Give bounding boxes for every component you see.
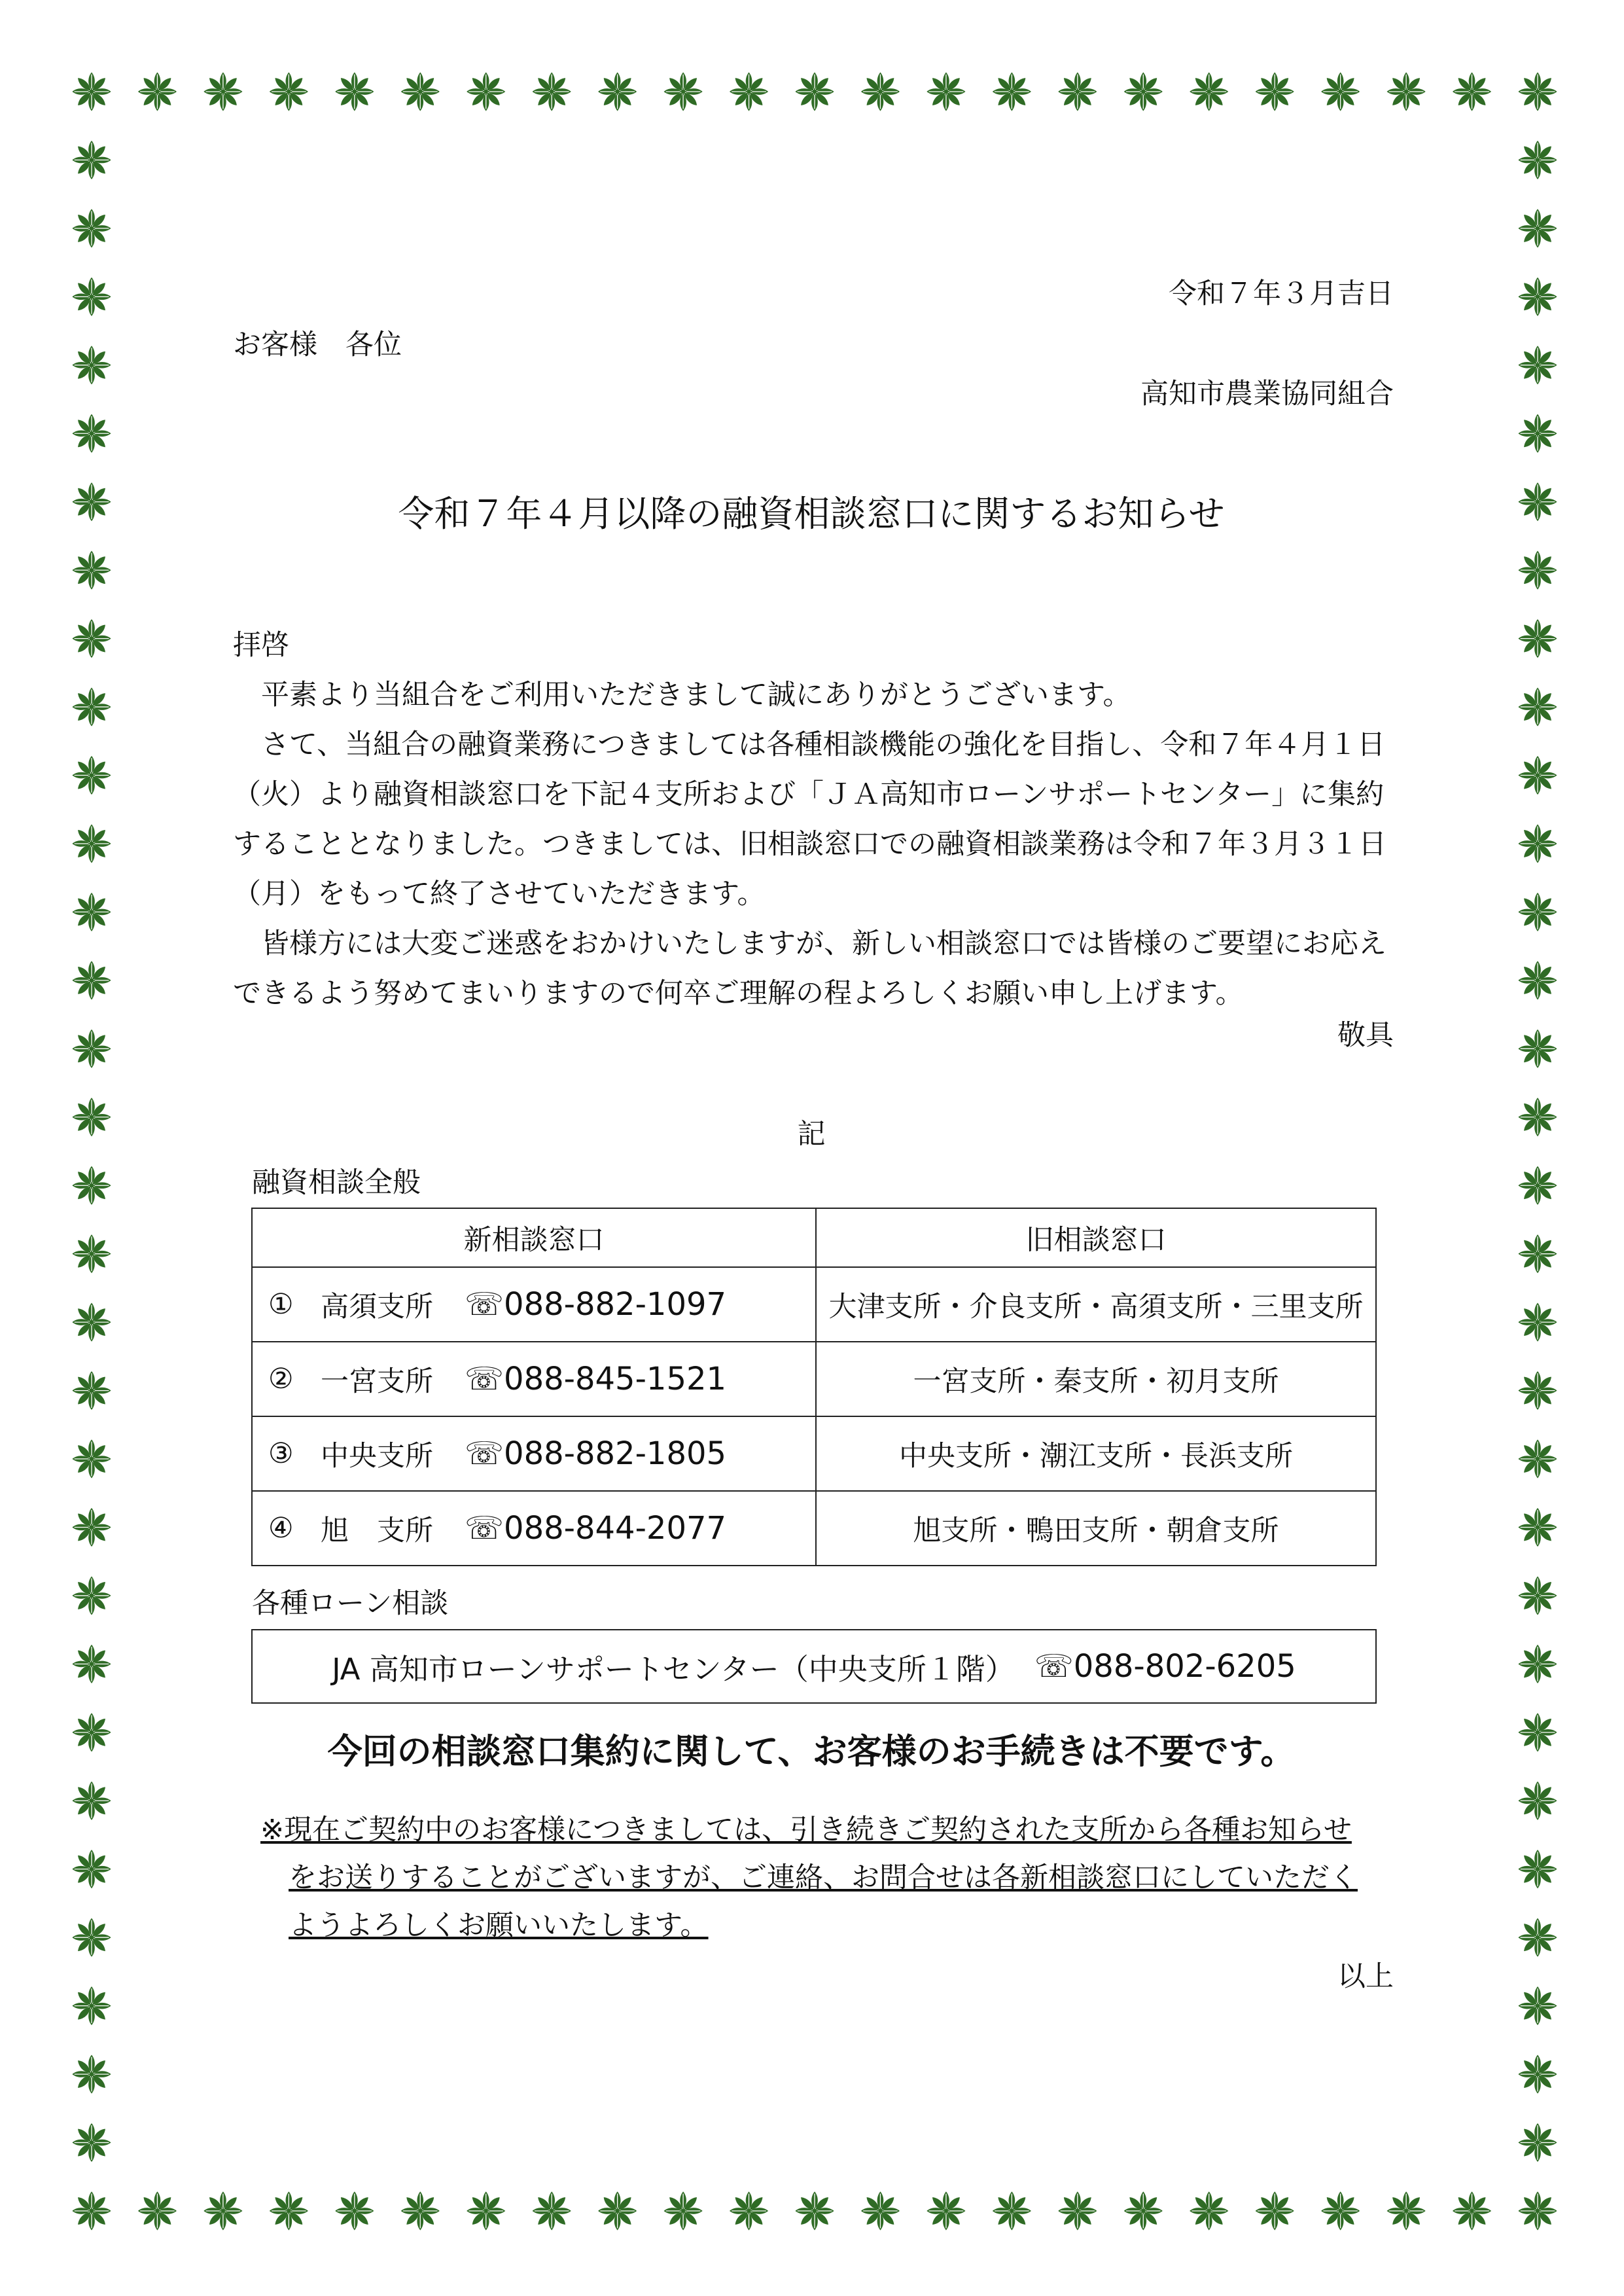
table-header-row xyxy=(252,1208,1376,1267)
leaf-cluster-icon xyxy=(1518,893,1557,931)
ki-heading: 記 xyxy=(797,1118,826,1151)
leaf-cluster-icon xyxy=(72,72,111,111)
branch-name: 高須支所 xyxy=(321,1290,433,1323)
leaf-cluster-icon xyxy=(1518,1303,1557,1342)
leaf-cluster-icon xyxy=(1518,72,1557,111)
leaf-cluster-icon xyxy=(72,551,111,590)
old-offices-cell: 一宮支所・秦支所・初月支所 xyxy=(816,1342,1376,1416)
leaf-cluster-icon xyxy=(1518,824,1557,863)
leaf-cluster-icon xyxy=(663,72,702,111)
leaf-cluster-icon xyxy=(1518,1234,1557,1273)
leaf-cluster-icon xyxy=(1518,414,1557,453)
leaf-cluster-icon xyxy=(1124,72,1163,111)
leaf-cluster-icon xyxy=(1518,756,1557,795)
leaf-cluster-icon xyxy=(1518,1098,1557,1136)
leaf-cluster-icon xyxy=(1518,1576,1557,1615)
recipient-line: お客様 各位 xyxy=(233,329,402,361)
table-row xyxy=(252,1491,1376,1566)
leaf-cluster-icon xyxy=(927,2191,965,2230)
note-line: ※現在ご契約中のお客様につきましては、引き続きご契約された支所から各種お知らせ xyxy=(260,1814,1352,1846)
old-offices-cell: 大津支所・介良支所・高須支所・三里支所 xyxy=(816,1267,1376,1342)
leaf-cluster-icon xyxy=(598,2191,637,2230)
new-office-cell xyxy=(252,1342,816,1416)
leaf-cluster-icon xyxy=(270,2191,308,2230)
loan-consultation-heading: 各種ローン相談 xyxy=(252,1587,449,1620)
loan-support-center-box xyxy=(251,1629,1377,1704)
sender-organization: 高知市農業協同組合 xyxy=(1140,378,1394,410)
leaf-cluster-icon xyxy=(1518,1030,1557,1068)
leaf-cluster-icon xyxy=(72,756,111,795)
leaf-cluster-icon xyxy=(72,1371,111,1410)
leaf-cluster-icon xyxy=(72,824,111,863)
leaf-cluster-icon xyxy=(1518,1850,1557,1888)
leaf-cluster-icon xyxy=(663,2191,702,2230)
leaf-cluster-icon xyxy=(1124,2191,1163,2230)
leaf-cluster-icon xyxy=(72,1098,111,1136)
leaf-cluster-icon xyxy=(72,414,111,453)
leaf-cluster-icon xyxy=(927,72,965,111)
leaf-cluster-icon xyxy=(138,72,177,111)
leaf-cluster-icon xyxy=(72,2123,111,2162)
document-date: 令和７年３月吉日 xyxy=(1169,278,1394,310)
leaf-cluster-icon xyxy=(1518,619,1557,658)
letter-paragraph: 皆様方には大変ご迷惑をおかけいたしますが、新しい相談窓口では皆様のご要望にお応えできるよう努めてまいりますので何卒ご理解の程よろしくお願い申し上げます。 xyxy=(233,927,1386,1010)
leaf-cluster-icon xyxy=(72,141,111,179)
leaf-cluster-icon xyxy=(72,1645,111,1683)
leaf-cluster-icon xyxy=(861,72,900,111)
row-number: ② xyxy=(268,1363,294,1395)
branch-name: 一宮支所 xyxy=(321,1365,433,1398)
leaf-cluster-icon xyxy=(72,1986,111,2025)
new-office-cell xyxy=(252,1416,816,1491)
leaf-cluster-icon xyxy=(1518,1371,1557,1410)
letter-paragraph: 平素より当組合をご利用いただきまして誠にありがとうございます。 xyxy=(261,679,1131,711)
phone-number: ☏088-845-1521 xyxy=(465,1361,727,1397)
leaf-cluster-icon xyxy=(72,893,111,931)
column-header-old: 旧相談窓口 xyxy=(816,1208,1376,1267)
greeting-closing: 敬具 xyxy=(1337,1019,1394,1052)
leaf-cluster-icon xyxy=(72,1576,111,1615)
leaf-cluster-icon xyxy=(1518,1918,1557,1957)
phone-number: ☏088-882-1805 xyxy=(465,1435,727,1472)
leaf-cluster-icon xyxy=(72,1439,111,1478)
leaf-cluster-icon xyxy=(993,2191,1031,2230)
leaf-cluster-icon xyxy=(533,2191,571,2230)
row-number: ④ xyxy=(268,1512,294,1545)
leaf-cluster-icon xyxy=(1386,72,1425,111)
no-procedure-notice: 今回の相談窓口集約に関して、お客様のお手続きは不要です。 xyxy=(327,1732,1296,1772)
leaf-cluster-icon xyxy=(72,1850,111,1888)
branch-name: 旭 支所 xyxy=(321,1514,433,1547)
leaf-cluster-icon xyxy=(72,2191,111,2230)
phone-number: ☏088-844-2077 xyxy=(465,1510,727,1547)
leaf-cluster-icon xyxy=(72,1303,111,1342)
leaf-cluster-icon xyxy=(1518,141,1557,179)
closing-ijou: 以上 xyxy=(1337,1960,1394,1993)
leaf-cluster-icon xyxy=(72,346,111,384)
loan-phone-number: ☏088-802-6205 xyxy=(1034,1648,1296,1685)
leaf-cluster-icon xyxy=(993,72,1031,111)
contract-customer-note xyxy=(260,1806,1412,1950)
leaf-cluster-icon xyxy=(203,72,242,111)
leaf-cluster-icon xyxy=(1058,2191,1097,2230)
leaf-cluster-icon xyxy=(401,72,440,111)
leaf-cluster-icon xyxy=(335,72,374,111)
leaf-cluster-icon xyxy=(1518,2191,1557,2230)
leaf-cluster-icon xyxy=(72,278,111,316)
leaf-cluster-icon xyxy=(1518,961,1557,999)
note-line: をお送りすることがございますが、ご連絡、お問合せは各新相談窓口にしていただく xyxy=(289,1861,1358,1894)
leaf-cluster-icon xyxy=(72,2054,111,2093)
leaf-cluster-icon xyxy=(72,482,111,521)
letter-paragraph: さて、当組合の融資業務につきましては各種相談機能の強化を目指し、令和７年４月１日（火）より融資相談窓口を下記４支所および「ＪＡ高知市ローンサポートセンター」に集約することとなりました。つきましては、旧相談窓口での融資相談業務は令和７年３月３１日（月）をもって終了させていただきます。 xyxy=(233,728,1386,910)
leaf-cluster-icon xyxy=(730,72,768,111)
leaf-cluster-icon xyxy=(1321,2191,1360,2230)
notice-title: 令和７年４月以降の融資相談窓口に関するお知らせ xyxy=(398,493,1225,535)
leaf-cluster-icon xyxy=(1518,2054,1557,2093)
phone-number: ☏088-882-1097 xyxy=(465,1286,727,1323)
leaf-cluster-icon xyxy=(72,1030,111,1068)
leaf-cluster-icon xyxy=(467,2191,505,2230)
loan-support-center-name: JA 高知市ローンサポートセンター（中央支所１階） xyxy=(332,1651,1015,1687)
leaf-cluster-icon xyxy=(72,1782,111,1820)
leaf-cluster-icon xyxy=(72,1508,111,1547)
new-office-cell xyxy=(252,1491,816,1566)
table-row xyxy=(252,1267,1376,1342)
leaf-cluster-icon xyxy=(1518,1508,1557,1547)
leaf-cluster-icon xyxy=(1453,72,1491,111)
leaf-cluster-icon xyxy=(270,72,308,111)
letter-body xyxy=(233,620,1398,1018)
leaf-cluster-icon xyxy=(861,2191,900,2230)
leaf-cluster-icon xyxy=(401,2191,440,2230)
leaf-cluster-icon xyxy=(1453,2191,1491,2230)
leaf-cluster-icon xyxy=(795,2191,834,2230)
leaf-cluster-icon xyxy=(72,1918,111,1957)
leaf-cluster-icon xyxy=(1256,72,1294,111)
leaf-cluster-icon xyxy=(1190,72,1228,111)
leaf-cluster-icon xyxy=(72,619,111,658)
consultation-table xyxy=(251,1208,1377,1566)
leaf-cluster-icon xyxy=(1518,551,1557,590)
leaf-cluster-icon xyxy=(72,961,111,999)
old-offices-cell: 旭支所・鴨田支所・朝倉支所 xyxy=(816,1491,1376,1566)
leaf-cluster-icon xyxy=(1518,482,1557,521)
leaf-cluster-icon xyxy=(335,2191,374,2230)
leaf-cluster-icon xyxy=(467,72,505,111)
leaf-cluster-icon xyxy=(1256,2191,1294,2230)
leaf-cluster-icon xyxy=(1518,346,1557,384)
leaf-cluster-icon xyxy=(72,1713,111,1751)
leaf-cluster-icon xyxy=(1518,1166,1557,1205)
leaf-cluster-icon xyxy=(203,2191,242,2230)
row-number: ③ xyxy=(268,1437,294,1470)
leaf-cluster-icon xyxy=(1518,1713,1557,1751)
leaf-cluster-icon xyxy=(1518,1782,1557,1820)
leaf-cluster-icon xyxy=(1321,72,1360,111)
leaf-cluster-icon xyxy=(72,1166,111,1205)
leaf-cluster-icon xyxy=(1190,2191,1228,2230)
leaf-cluster-icon xyxy=(72,209,111,247)
leaf-cluster-icon xyxy=(1518,2123,1557,2162)
greeting-opening: 拝啓 xyxy=(233,629,289,662)
leaf-cluster-icon xyxy=(1518,1986,1557,2025)
general-consultation-heading: 融資相談全般 xyxy=(252,1166,421,1199)
leaf-cluster-icon xyxy=(795,72,834,111)
leaf-cluster-icon xyxy=(1058,72,1097,111)
leaf-cluster-icon xyxy=(1518,1645,1557,1683)
leaf-cluster-icon xyxy=(533,72,571,111)
leaf-cluster-icon xyxy=(730,2191,768,2230)
new-office-cell xyxy=(252,1267,816,1342)
leaf-cluster-icon xyxy=(72,687,111,726)
old-offices-cell: 中央支所・潮江支所・長浜支所 xyxy=(816,1416,1376,1491)
leaf-cluster-icon xyxy=(1518,1439,1557,1478)
leaf-cluster-icon xyxy=(1386,2191,1425,2230)
leaf-cluster-icon xyxy=(1518,209,1557,247)
leaf-cluster-icon xyxy=(1518,687,1557,726)
table-row xyxy=(252,1342,1376,1416)
leaf-cluster-icon xyxy=(138,2191,177,2230)
branch-name: 中央支所 xyxy=(321,1439,433,1473)
leaf-cluster-icon xyxy=(598,72,637,111)
row-number: ① xyxy=(268,1288,294,1321)
leaf-cluster-icon xyxy=(1518,278,1557,316)
note-line: ようよろしくお願いいたします。 xyxy=(289,1909,709,1942)
table-row xyxy=(252,1416,1376,1491)
leaf-cluster-icon xyxy=(72,1234,111,1273)
column-header-new: 新相談窓口 xyxy=(252,1208,816,1267)
